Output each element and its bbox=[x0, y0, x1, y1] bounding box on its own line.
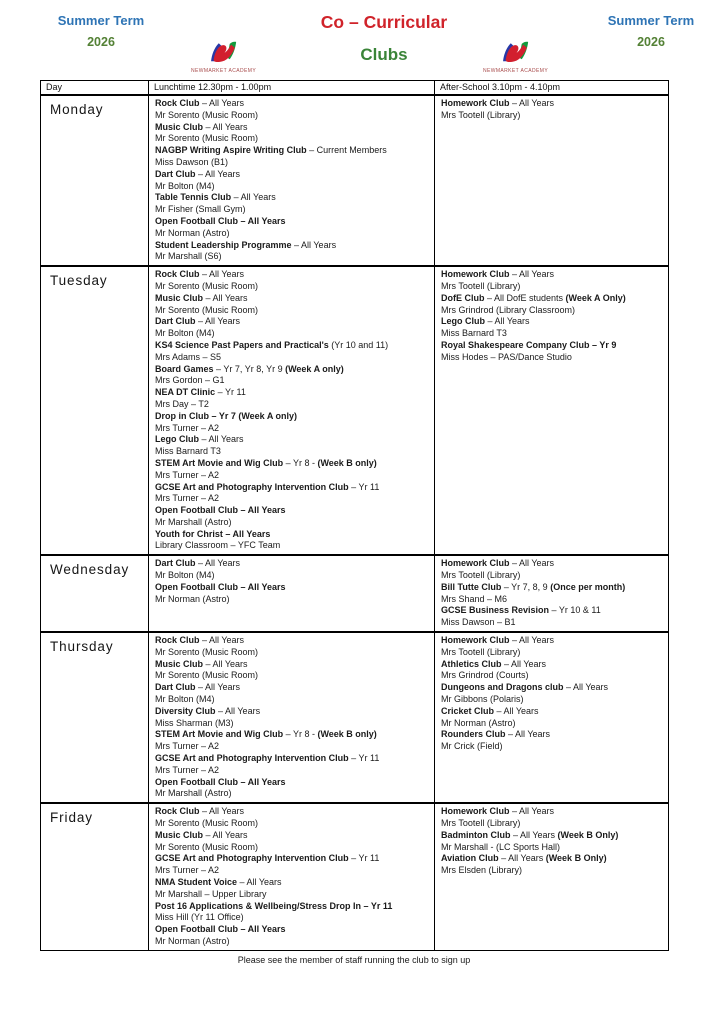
academy-logo-right bbox=[483, 40, 549, 74]
club-staff: Mrs Gordon – G1 bbox=[155, 375, 225, 386]
club-staff: Mrs Turner – A2 bbox=[155, 469, 220, 480]
club-staff: Miss Dawson – B1 bbox=[441, 617, 516, 628]
club-staff: Mrs Grindrod (Library Classroom) bbox=[441, 304, 576, 315]
club-title: NAGBP Writing Aspire Writing Club – Current Members bbox=[155, 145, 387, 156]
club-title: Dart Club – All Years bbox=[155, 168, 241, 179]
club-title: Homework Club – All Years bbox=[441, 635, 555, 646]
club-staff: Mrs Shand – M6 bbox=[441, 593, 508, 604]
club-staff: Mr Marshall (Astro) bbox=[155, 516, 232, 527]
club-title: Lego Club – All Years bbox=[155, 434, 244, 445]
title-line-1: Co – Curricular bbox=[320, 12, 448, 32]
club-staff: Mr Sorento (Music Room) bbox=[155, 304, 259, 315]
club-staff: Miss Hodes – PAS/Dance Studio bbox=[441, 351, 572, 362]
club-staff: Miss Barnard T3 bbox=[155, 446, 221, 457]
club-staff: Mrs Grindrod (Courts) bbox=[441, 670, 529, 681]
club-staff: Mrs Turner – A2 bbox=[155, 865, 220, 876]
term-year-right: 2026 bbox=[637, 35, 665, 49]
club-staff: Library Classroom – YFC Team bbox=[155, 540, 281, 551]
club-title: Music Club – All Years bbox=[155, 292, 248, 303]
club-title: Table Tennis Club – All Years bbox=[155, 192, 276, 203]
club-staff: Mr Marshall – Upper Library bbox=[155, 888, 267, 899]
club-title: Open Football Club – All Years bbox=[155, 924, 286, 935]
club-title: Youth for Christ – All Years bbox=[155, 528, 271, 539]
term-label-right: Summer Term bbox=[607, 13, 695, 28]
page-title bbox=[294, 12, 474, 64]
academy-swoosh-icon bbox=[483, 40, 545, 67]
club-staff: Mr Norman (Astro) bbox=[155, 227, 230, 238]
club-staff: Mrs Tootell (Library) bbox=[441, 570, 521, 581]
table-row bbox=[41, 266, 669, 555]
club-title: Dart Club – All Years bbox=[155, 316, 241, 327]
club-staff: Mrs Adams – S5 bbox=[155, 351, 222, 362]
club-staff: Mr Fisher (Small Gym) bbox=[155, 204, 246, 215]
afterschool-cell bbox=[435, 632, 669, 803]
club-title: Homework Club – All Years bbox=[441, 558, 555, 569]
club-title: Board Games – Yr 7, Yr 8, Yr 9 (Week A only) bbox=[155, 363, 344, 374]
club-staff: Mr Bolton (M4) bbox=[155, 180, 215, 191]
club-staff: Mrs Turner – A2 bbox=[155, 764, 220, 775]
afterschool-cell bbox=[435, 95, 669, 266]
lunchtime-cell bbox=[149, 555, 435, 632]
club-staff: Mr Crick (Field) bbox=[441, 741, 503, 752]
page-content bbox=[0, 80, 728, 966]
afterschool-cell bbox=[435, 266, 669, 555]
club-staff: Mr Sorento (Music Room) bbox=[155, 841, 259, 852]
club-staff: Miss Hill (Yr 11 Office) bbox=[155, 912, 244, 923]
club-title: Music Club – All Years bbox=[155, 829, 248, 840]
club-staff: Mrs Turner – A2 bbox=[155, 741, 220, 752]
club-staff: Miss Dawson (B1) bbox=[155, 156, 229, 167]
academy-logo-left bbox=[191, 40, 257, 74]
academy-logo-caption: NEWMARKET ACADEMY bbox=[483, 68, 549, 74]
club-title: Homework Club – All Years bbox=[441, 806, 555, 817]
signup-note: Please see the member of staff running the club to sign up bbox=[237, 954, 471, 965]
club-title: NMA Student Voice – All Years bbox=[155, 877, 282, 887]
club-title: Rounders Club – All Years bbox=[441, 729, 551, 740]
club-title: STEM Art Movie and Wig Club – Yr 8 - (Week B only) bbox=[155, 729, 377, 740]
term-block-right bbox=[596, 13, 706, 49]
club-title: NEA DT Clinic – Yr 11 bbox=[155, 387, 246, 398]
day-cell: Wednesday bbox=[41, 555, 149, 632]
club-title: Dungeons and Dragons club – All Years bbox=[441, 682, 609, 693]
club-title: KS4 Science Past Papers and Practical's (Yr 10 and 11) bbox=[155, 339, 389, 350]
club-staff: Mr Sorento (Music Room) bbox=[155, 670, 259, 681]
club-title: Music Club – All Years bbox=[155, 121, 248, 132]
club-staff: Mr Norman (Astro) bbox=[155, 593, 230, 604]
club-staff: Mr Norman (Astro) bbox=[441, 717, 516, 728]
club-title: Homework Club – All Years bbox=[441, 269, 555, 280]
club-staff: Mr Bolton (M4) bbox=[155, 694, 215, 705]
club-title: Rock Club – All Years bbox=[155, 806, 245, 817]
club-title: Dart Club – All Years bbox=[155, 682, 241, 693]
lunchtime-cell bbox=[149, 803, 435, 950]
club-title: Badminton Club – All Years (Week B Only) bbox=[441, 829, 619, 840]
club-staff: Mr Sorento (Music Room) bbox=[155, 109, 259, 120]
title-line-2: Clubs bbox=[360, 45, 408, 64]
table-header-row bbox=[41, 81, 669, 96]
day-cell: Monday bbox=[41, 95, 149, 266]
afterschool-cell bbox=[435, 555, 669, 632]
club-title: GCSE Art and Photography Intervention Club – Yr 11 bbox=[155, 481, 380, 492]
club-title: Homework Club – All Years bbox=[441, 98, 555, 108]
term-year-left: 2026 bbox=[87, 35, 115, 49]
club-staff: Mrs Elsden (Library) bbox=[441, 865, 523, 876]
club-title: Rock Club – All Years bbox=[155, 269, 245, 280]
club-title: Music Club – All Years bbox=[155, 658, 248, 669]
club-staff: Mr Sorento (Music Room) bbox=[155, 818, 259, 829]
club-title: Bill Tutte Club – Yr 7, 8, 9 (Once per month) bbox=[441, 581, 626, 592]
academy-logo-caption: NEWMARKET ACADEMY bbox=[191, 68, 257, 74]
club-staff: Mrs Tootell (Library) bbox=[441, 280, 521, 291]
term-label-left: Summer Term bbox=[57, 13, 145, 28]
club-title: Lego Club – All Years bbox=[441, 316, 530, 327]
club-title: Student Leadership Programme – All Years bbox=[155, 239, 337, 250]
table-row bbox=[41, 555, 669, 632]
club-title: DofE Club – All DofE students (Week A Only) bbox=[441, 292, 626, 303]
club-title: GCSE Art and Photography Intervention Club – Yr 11 bbox=[155, 753, 380, 764]
lunchtime-cell bbox=[149, 632, 435, 803]
club-staff: Mr Sorento (Music Room) bbox=[155, 133, 259, 144]
club-title: Rock Club – All Years bbox=[155, 98, 245, 108]
club-title: Open Football Club – All Years bbox=[155, 776, 286, 787]
academy-swoosh-icon bbox=[191, 40, 253, 67]
club-title: STEM Art Movie and Wig Club – Yr 8 - (Week B only) bbox=[155, 457, 377, 468]
club-title: Diversity Club – All Years bbox=[155, 705, 261, 716]
table-row bbox=[41, 95, 669, 266]
club-staff: Mrs Tootell (Library) bbox=[441, 109, 521, 120]
day-cell: Tuesday bbox=[41, 266, 149, 555]
lunchtime-cell bbox=[149, 266, 435, 555]
club-staff: Mr Bolton (M4) bbox=[155, 328, 215, 339]
club-staff: Mrs Tootell (Library) bbox=[441, 646, 521, 657]
club-staff: Mr Bolton (M4) bbox=[155, 570, 215, 581]
club-title: Open Football Club – All Years bbox=[155, 505, 286, 516]
day-cell: Friday bbox=[41, 803, 149, 950]
club-title: Athletics Club – All Years bbox=[441, 658, 547, 669]
club-title: Cricket Club – All Years bbox=[441, 705, 539, 716]
club-staff: Mr Sorento (Music Room) bbox=[155, 646, 259, 657]
col-header-lunchtime: Lunchtime 12.30pm - 1.00pm bbox=[149, 81, 435, 96]
col-header-afterschool: After-School 3.10pm - 4.10pm bbox=[435, 81, 669, 96]
club-staff: Mrs Tootell (Library) bbox=[441, 818, 521, 829]
club-title: Dart Club – All Years bbox=[155, 558, 241, 569]
club-title: Drop in Club – Yr 7 (Week A only) bbox=[155, 410, 298, 421]
club-staff: Mr Marshall - (LC Sports Hall) bbox=[441, 841, 561, 852]
afterschool-cell bbox=[435, 803, 669, 950]
club-title: Open Football Club – All Years bbox=[155, 215, 286, 226]
lunchtime-cell bbox=[149, 95, 435, 266]
day-cell: Thursday bbox=[41, 632, 149, 803]
club-staff: Mr Norman (Astro) bbox=[155, 935, 230, 946]
col-header-day: Day bbox=[41, 81, 149, 96]
club-staff: Mr Gibbons (Polaris) bbox=[441, 694, 524, 705]
table-row bbox=[41, 632, 669, 803]
club-staff: Miss Barnard T3 bbox=[441, 328, 507, 339]
club-title: Royal Shakespeare Company Club – Yr 9 bbox=[441, 339, 617, 350]
club-title: Rock Club – All Years bbox=[155, 635, 245, 646]
club-staff: Mr Sorento (Music Room) bbox=[155, 280, 259, 291]
term-block-left bbox=[46, 13, 156, 49]
club-staff: Mr Marshall (Astro) bbox=[155, 788, 232, 799]
club-title: GCSE Business Revision – Yr 10 & 11 bbox=[441, 605, 601, 616]
club-staff: Mrs Turner – A2 bbox=[155, 493, 220, 504]
club-title: Post 16 Applications & Wellbeing/Stress Drop In – Yr 11 bbox=[155, 900, 393, 911]
club-title: Aviation Club – All Years (Week B Only) bbox=[441, 853, 607, 864]
clubs-table-body bbox=[41, 95, 669, 950]
club-staff: Mrs Turner – A2 bbox=[155, 422, 220, 433]
club-staff: Miss Sharman (M3) bbox=[155, 717, 234, 728]
club-staff: Mrs Day – T2 bbox=[155, 398, 209, 409]
club-staff: Mr Marshall (S6) bbox=[155, 251, 222, 262]
table-row bbox=[41, 803, 669, 950]
club-title: GCSE Art and Photography Intervention Club – Yr 11 bbox=[155, 853, 380, 864]
club-title: Open Football Club – All Years bbox=[155, 581, 286, 592]
clubs-table bbox=[40, 80, 669, 951]
